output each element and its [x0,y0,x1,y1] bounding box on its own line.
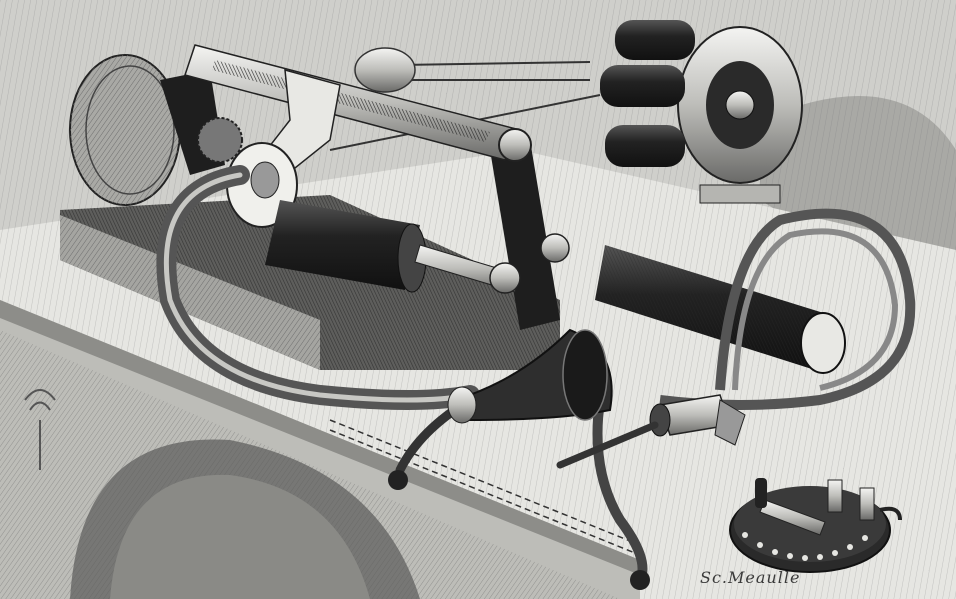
hose-end-left [388,470,408,490]
rod-end-cap [499,129,531,161]
hose-end-bottom [630,570,650,590]
top-pulley [355,48,415,92]
sound-box-center [251,162,279,198]
gear-wheel [198,118,242,162]
horn-mouth [563,330,607,420]
engraver-signature: Sc.Meaulle [700,568,801,587]
shaft-end-knob [541,234,569,262]
shaft-knob [490,263,520,293]
horn-joint [448,387,476,423]
